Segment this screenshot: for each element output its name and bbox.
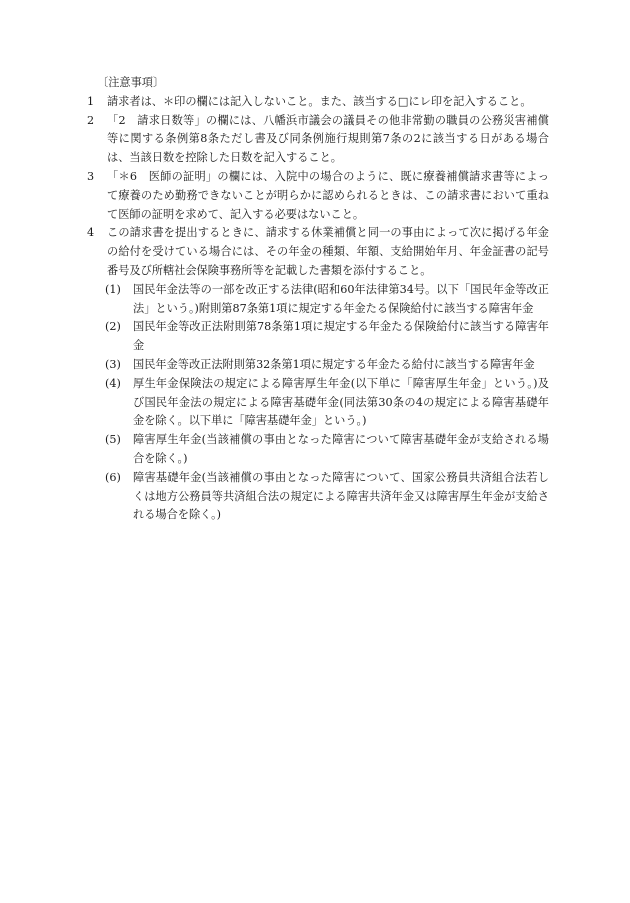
pension-subitem-3 — [87, 356, 549, 375]
note-item-3 — [87, 168, 549, 224]
note-number: 3 — [87, 169, 95, 183]
notes-section — [87, 74, 549, 525]
subitem-text: 国民年金法等の一部を改正する法律(昭和60年法律第34号。以下「国民年金等改正法」という。)附則第87条第1項に規定する年金たる保険給付に該当する障害年金 — [133, 282, 549, 315]
subitem-number: (2) — [105, 320, 121, 334]
pension-subitem-4 — [87, 375, 549, 431]
subitem-text: 国民年金等改正法附則第78条第1項に規定する年金たる保険給付に該当する障害年金 — [133, 320, 549, 353]
note-item-1 — [87, 93, 549, 112]
pension-subitem-2 — [87, 318, 549, 356]
note-text: 「＊6 医師の証明」の欄には、入院中の場合のように、既に療養補償請求書等によって療養のため勤務できないことが明らかに認められるときは、この請求書において重ねて医師の証明を求めて、記入する必要はないこと。 — [107, 169, 549, 221]
subitem-text: 障害厚生年金(当該補償の事由となった障害について障害基礎年金が支給される場合を除く。) — [133, 433, 549, 465]
note-item-4 — [87, 224, 549, 280]
pension-subitem-1 — [87, 281, 549, 319]
note-text: 「2 請求日数等」の欄には、八幡浜市議会の議員その他非常勤の職員の公務災害補償等に関する条例第8条ただし書及び同条例施行規則第7条の2に該当する日がある場合は、当該日数を控除した日数を記入すること。 — [107, 113, 549, 165]
subitem-number: (3) — [105, 357, 121, 371]
note-number: 2 — [87, 113, 95, 127]
note-item-2 — [87, 112, 549, 168]
subitem-number: (6) — [105, 470, 121, 484]
pension-subitem-6 — [87, 469, 549, 525]
subitem-number: (4) — [105, 376, 121, 390]
subitem-text: 厚生年金保険法の規定による障害厚生年金(以下単に「障害厚生年金」という。)及び国民年金法の規定による障害基礎年金(同法第30条の4の規定による障害基礎年金を除く。以下単に「障害基礎年金」という。) — [133, 376, 549, 428]
subitem-number: (1) — [105, 282, 121, 296]
subitem-text: 障害基礎年金(当該補償の事由となった障害について、国家公務員共済組合法若しくは地方公務員等共済組合法の規定による障害共済年金又は障害厚生年金が支給される場合を除く。) — [133, 470, 549, 522]
note-number: 4 — [87, 226, 95, 240]
note-number: 1 — [87, 94, 95, 108]
note-text: 請求者は、＊印の欄には記入しないこと。また、該当する□にレ印を記入すること。 — [107, 94, 532, 108]
pension-subitem-5 — [87, 431, 549, 469]
subitem-text: 国民年金等改正法附則第32条第1項に規定する年金たる給付に該当する障害年金 — [133, 357, 535, 371]
notes-heading: 〔注意事項〕 — [97, 76, 165, 89]
note-text: この請求書を提出するときに、請求する休業補償と同一の事由によって次に掲げる年金の給付を受けている場合には、その年金の種類、年額、支給開始年月、年金証書の記号番号及び所轄社会保険事務所等を記載した書類を添付すること。 — [107, 226, 549, 277]
subitem-number: (5) — [105, 433, 121, 447]
